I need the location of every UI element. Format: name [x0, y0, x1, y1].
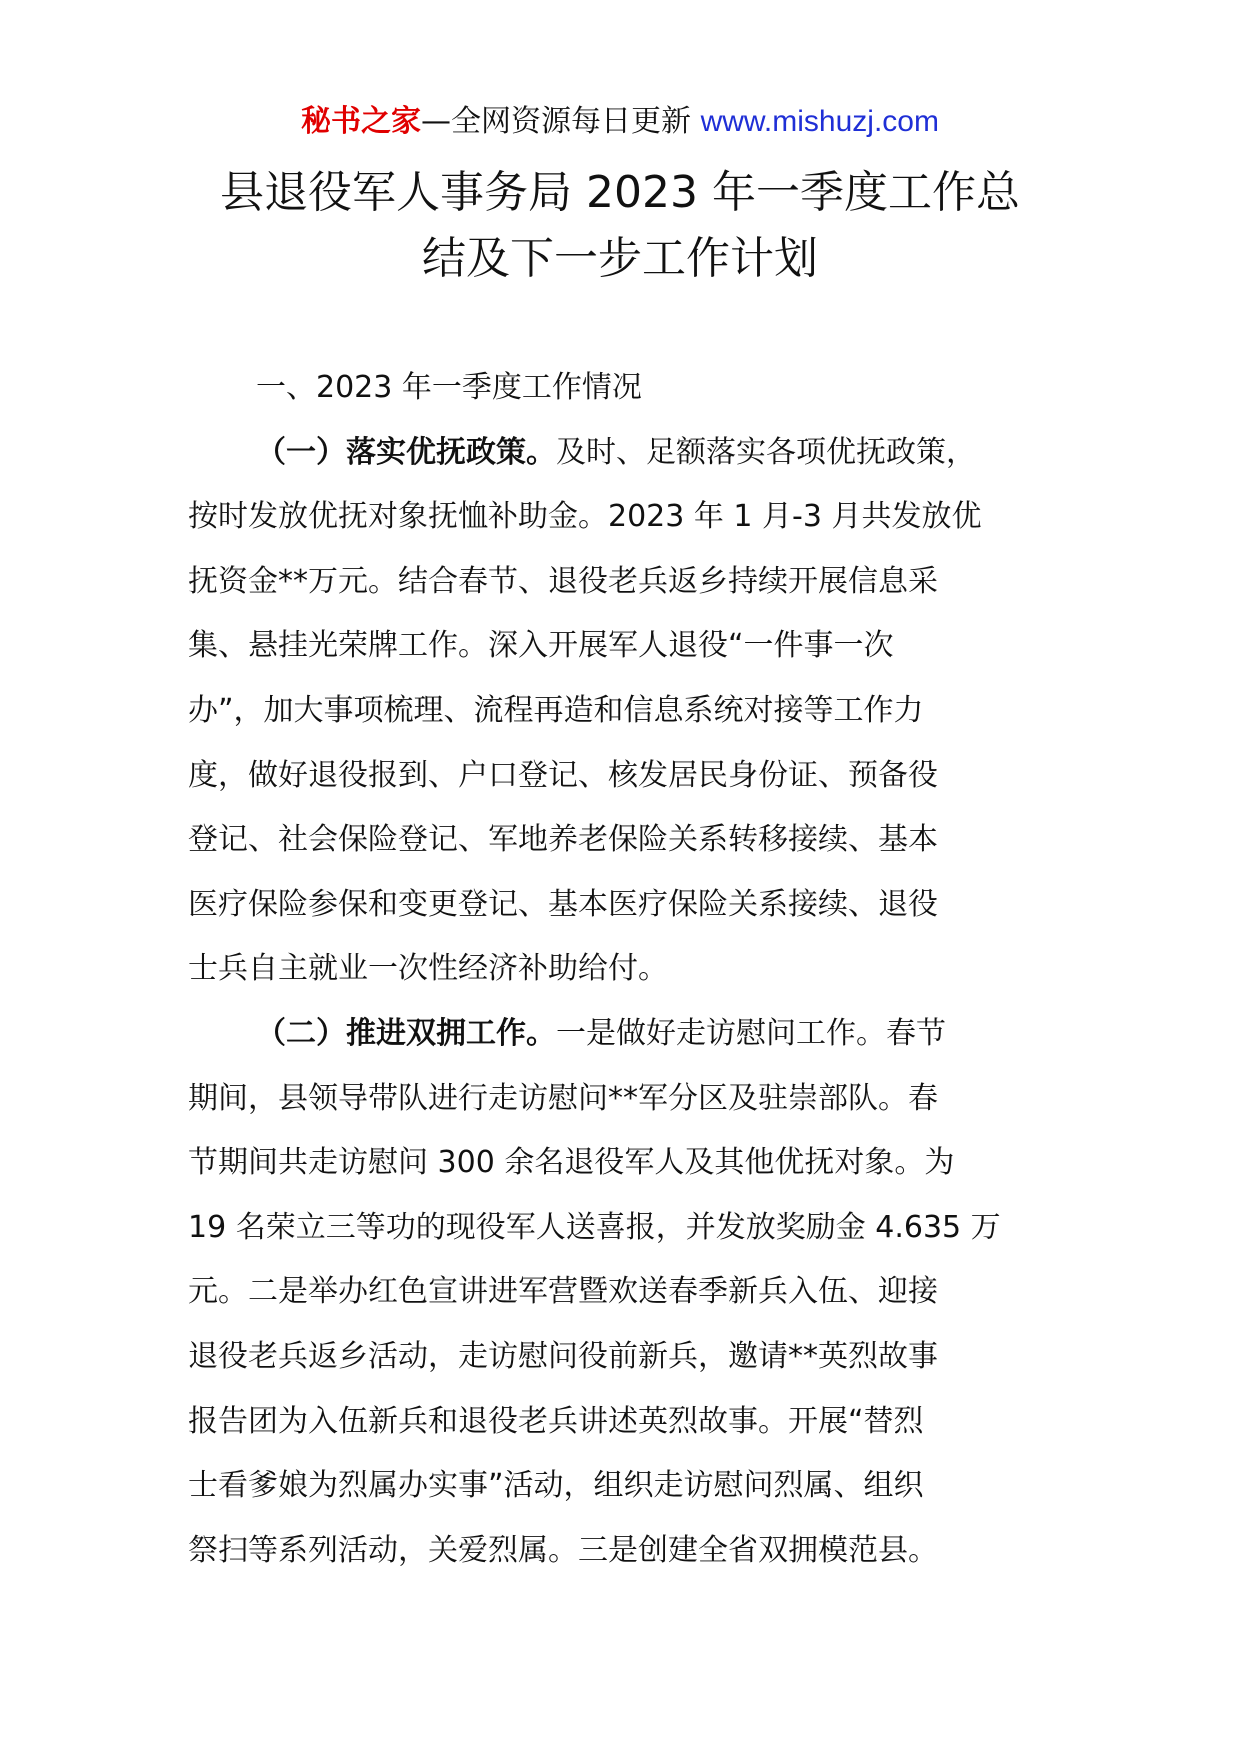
- banner-slogan: —全网资源每日更新: [421, 104, 692, 139]
- paragraph-line: 度，做好退役报到、户口登记、核发居民身份证、预备役: [188, 757, 938, 793]
- paragraph-line: 期间，县领导带队进行走访慰问**军分区及驻崇部队。春: [188, 1080, 938, 1116]
- paragraph-line: 登记、社会保险登记、军地养老保险关系转移接续、基本: [188, 822, 938, 858]
- paragraph-line: 报告团为入伍新兵和退役老兵讲述英烈故事。开展“替烈: [188, 1403, 924, 1439]
- paragraph-line: 退役老兵返乡活动，走访慰问役前新兵，邀请**英烈故事: [188, 1338, 938, 1374]
- paragraph-text: 及时、足额落实各项优抚政策，: [556, 434, 976, 470]
- paragraph-line: 元。二是举办红色宣讲进军营暨欢送春季新兵入伍、迎接: [188, 1274, 938, 1310]
- paragraph-2: [188, 1002, 1058, 1583]
- paragraph-1-heading: （一）落实优抚政策。: [256, 434, 556, 470]
- document-title: [160, 160, 1080, 292]
- site-url-link[interactable]: www.mishuzj.com: [700, 105, 939, 138]
- title-line: 县退役军人事务局 2023 年一季度工作总: [220, 167, 1020, 218]
- paragraph-line: [188, 1002, 1058, 1067]
- paragraph-line: 集、悬挂光荣牌工作。深入开展军人退役“一件事一次: [188, 628, 894, 664]
- paragraph-line: 士兵自主就业一次性经济补助给付。: [188, 951, 668, 987]
- paragraph-text: 一是做好走访慰问工作。春节: [556, 1015, 946, 1051]
- paragraph-2-heading: （二）推进双拥工作。: [256, 1015, 556, 1051]
- section-heading: 一、2023 年一季度工作情况: [256, 370, 642, 405]
- paragraph-line: 医疗保险参保和变更登记、基本医疗保险关系接续、退役: [188, 886, 938, 922]
- paragraph-line: 按时发放优抚对象抚恤补助金。2023 年 1 月-3 月共发放优: [188, 499, 982, 535]
- paragraph-line: 19 名荣立三等功的现役军人送喜报，并发放奖励金 4.635 万: [188, 1209, 1001, 1245]
- paragraph-line: 抚资金**万元。结合春节、退役老兵返乡持续开展信息采: [188, 563, 938, 599]
- title-line: 结及下一步工作计划: [422, 233, 818, 284]
- paragraph-line: [188, 421, 1058, 486]
- site-banner: [0, 102, 1240, 142]
- paragraph-line: 节期间共走访慰问 300 余名退役军人及其他优抚对象。为: [188, 1145, 955, 1181]
- paragraph-1: [188, 421, 1058, 1002]
- document-body: [188, 356, 1058, 1583]
- paragraph-line: 办”，加大事项梳理、流程再造和信息系统对接等工作力: [188, 692, 924, 728]
- paragraph-line: 祭扫等系列活动，关爱烈属。三是创建全省双拥模范县。: [188, 1532, 938, 1568]
- brand-name: 秘书之家: [301, 104, 422, 139]
- paragraph-line: 士看爹娘为烈属办实事”活动，组织走访慰问烈属、组织: [188, 1468, 924, 1504]
